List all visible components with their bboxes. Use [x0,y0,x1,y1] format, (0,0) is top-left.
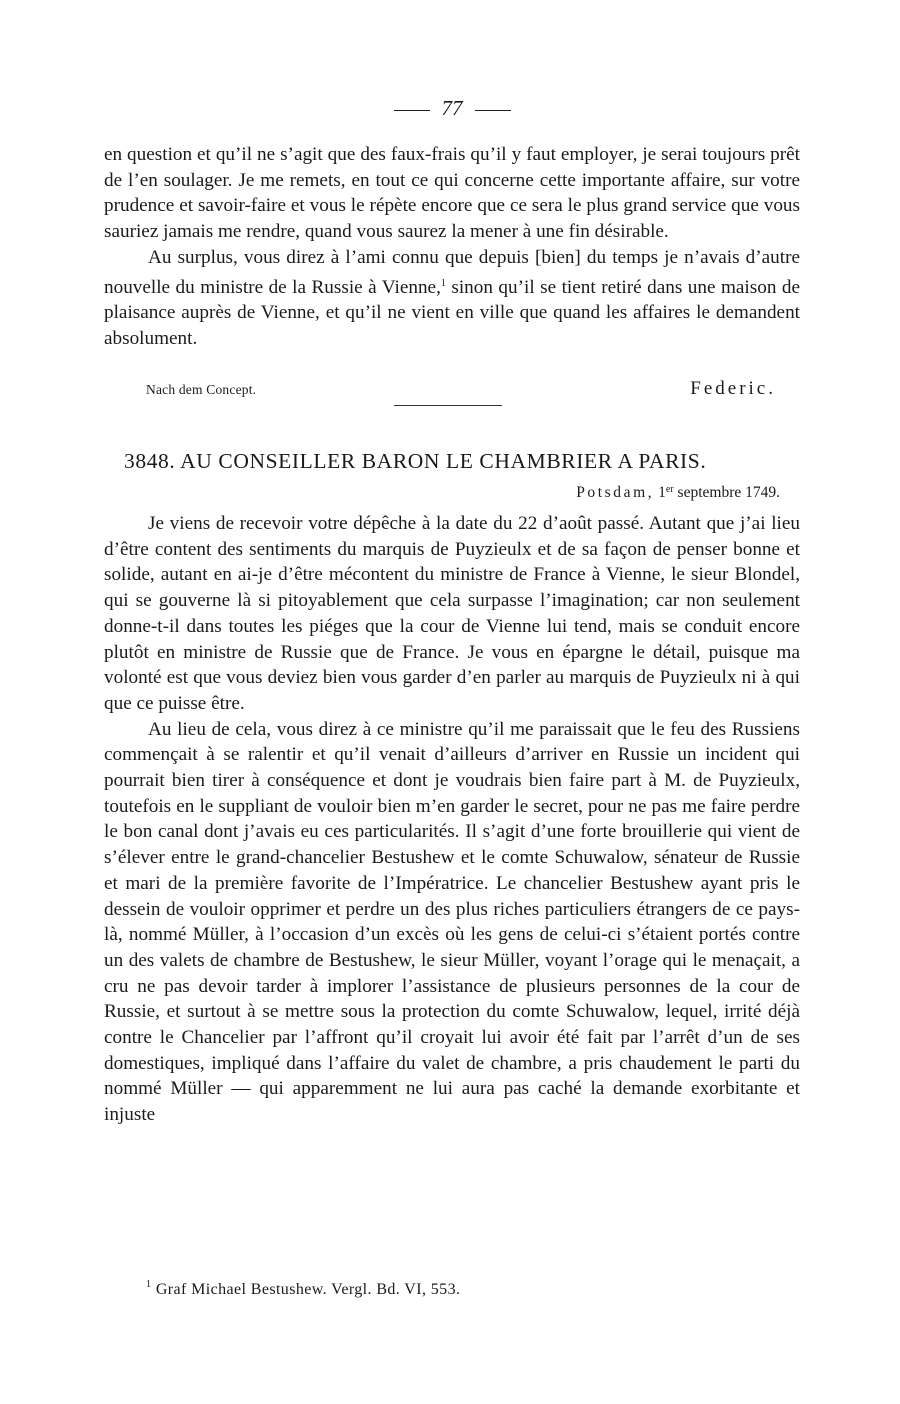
paragraph: en question et qu’il ne s’agit que des faux-frais qu’il y faut employer, je serai toujours prêt de l’en soulager. Je me remets, en tout ce qui concerne cette importante affaire, sur votre prudence et savoir-faire et vous le répète encore que ce sera le plus grand service que vous sauriez jamais me rendre, quand vous saurez la mener à une fin désirable. [104,144,800,243]
letter-body [104,511,800,1128]
section-divider [394,405,502,406]
paragraph: Au lieu de cela, vous direz à ce ministre qu’il me paraissait que le feu des Russiens commençait à se ralentir et qu’il venait d’ailleurs d’arriver en Russie un incident qui pourrait bien tirer à conséquence et dont je voudrais bien faire part à M. de Puyzieulx, toutefois en le suppliant de vouloir bien m’en garder le secret, pour ne pas me faire perdre le bon canal dont j’avais eu ces particularités. Il s’agit d’une forte brouillerie qui vient de s’élever entre le grand-chancelier Bestushew et le comte Schuwalow, sénateur de Russie et mari de la première favorite de l’Impératrice. Le chancelier Bestushew ayant pris le dessein de vouloir opprimer et perdre un des plus riches particuliers étrangers de ce pays-là, nommé Müller, à l’occasion d’un excès où les gens de celui-ci s’étaient portés contre un des valets de chambre de Bestushew, le sieur Müller, voyant l’orage qui le menaçait, a cru ne pas devoir tarder à implorer l’assistance de plusieurs personnes de la cour de Russie, et surtout à se mettre sous la protection du comte Schuwalow, lequel, irrité déjà contre le Chancelier par l’affront qu’il croyait lui avoir été fait par l’arrêt d’un de ses domestiques, impliqué dans l’affaire du valet de chambre, a pris chaudement le parti du nommé Müller — qui apparemment ne lui aura pas caché la demande exorbitante et injuste [104,718,800,1126]
page-number: 77 [441,96,463,120]
dateline-ordinal: er [665,484,674,495]
previous-letter-conclusion [104,142,800,352]
dateline-day: 1 [658,484,666,501]
dateline-date: septembre 1749. [677,484,780,501]
page-header [104,96,800,121]
signature: Federic. [690,378,776,399]
dateline-place: Potsdam, [576,484,655,501]
footnote-marker: 1 [440,277,446,289]
paragraph-text: Au surplus, vous direz à l’ami connu que depuis [bien] du temps je n’avais d’autre nouvelle du ministre de la Russie à Vienne, [104,246,800,298]
document-title: 3848. AU CONSEILLER BARON LE CHAMBRIER A PARIS. [124,449,707,473]
footnote [146,1279,460,1299]
paragraph [104,245,800,352]
dateline [576,484,780,502]
footnote-text: Graf Michael Bestushew. Vergl. Bd. VI, 553. [155,1281,461,1298]
header-dash-right [475,110,511,111]
paragraph: Je viens de recevoir votre dépêche à la date du 22 d’août passé. Autant que j’ai lieu d’être content des sentiments du marquis de Puyzieulx et de sa façon de penser bonne et solide, autant en ai-je d’être mécontent du ministre de France à Vienne, le sieur Blondel, qui se gouverne là si pitoyablement que cela surpasse l’imagination; car non seulement donne-t-il dans toutes les piéges que la cour de Vienne lui tend, mais se conduit encore plutôt en ministre de Russie que de France. Je vous en épargne le détail, puisque ma volonté est que vous deviez bien vous garder d’en parler au marquis de Puyzieulx ni à qui que ce puisse être. [104,513,800,714]
closing-line [104,378,800,406]
source-note: Nach dem Concept. [146,382,257,397]
paragraph-text: sinon qu’il se tient retiré dans une maison de plaisance auprès de Vienne, et qu’il ne vient en ville que quand les affaires le demandent absolument. [104,276,800,349]
footnote-number: 1 [146,1279,152,1290]
header-dash-left [394,110,430,111]
